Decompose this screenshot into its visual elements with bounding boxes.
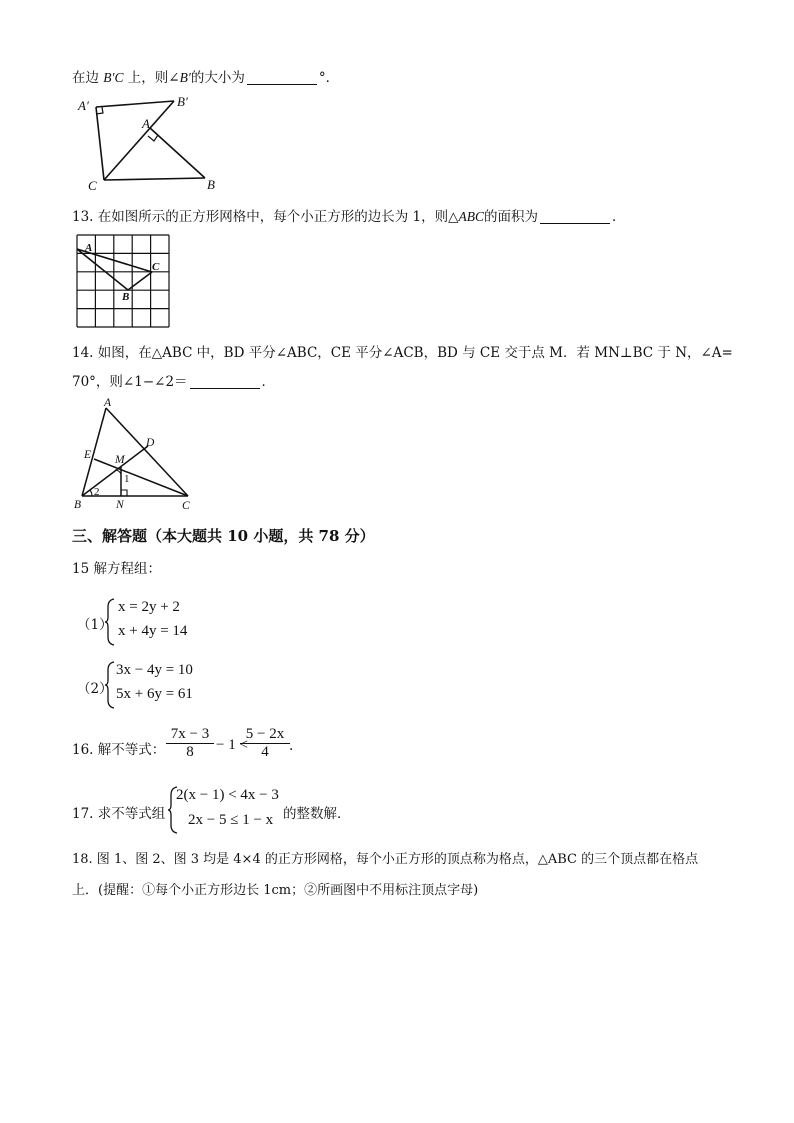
- q17-label: 17. 求不等式组: [72, 806, 166, 822]
- q15-part1-label: （1）: [77, 617, 113, 633]
- q16-middle: − 1 <: [216, 737, 248, 753]
- q14-bisector-CE: [94, 459, 188, 496]
- q17-ineq1: 2(x − 1) < 4x − 3: [176, 787, 279, 803]
- q14-line2: 70°，则∠1−∠2＝ ．: [72, 374, 276, 390]
- q15-part2-eq1: 3x − 4y = 10: [116, 662, 193, 678]
- q16-label: 16. 解不等式：: [72, 742, 166, 758]
- q14-label-C: C: [182, 500, 190, 512]
- q12-label-B: B: [207, 177, 215, 192]
- q14-label-angle-1: 1: [124, 473, 130, 485]
- q16-numerator-left: 7x − 3: [170, 726, 210, 742]
- q17-ineq2: 2x − 5 ≤ 1 − x: [188, 812, 274, 828]
- q16-denominator-right: 4: [240, 743, 290, 761]
- q16-fraction-right: [240, 726, 290, 761]
- q12-label-C: C: [88, 178, 97, 193]
- q13-edge-AB: [77, 249, 128, 290]
- q12-label-A1: A′: [78, 98, 89, 113]
- q16-denominator-left: 8: [166, 743, 214, 761]
- q15-part2-brace: [104, 661, 116, 709]
- q13-label-B: B: [122, 291, 130, 303]
- q18-line1: 18. 图 1、图 2、图 3 均是 4×4 的正方形网格，每个小正方形的顶点称为格点，△ABC 的三个顶点都在格点: [72, 852, 699, 867]
- q14-line1: 14. 如图，在△ABC 中，BD 平分∠ABC，CE 平分∠ACB，BD 与 CE 交于点 M．若 MN⊥BC 于 N，∠A=: [72, 345, 733, 361]
- q13-text: 13. 在如图所示的正方形网格中，每个小正方形的边长为 1，则△ABC的面积为 ．: [72, 209, 626, 225]
- q16-end: .: [289, 738, 294, 754]
- q14-angle-1-arc: [115, 470, 121, 474]
- q14-angle-2-arc: [90, 490, 92, 496]
- q14-label-angle-2: 2: [94, 486, 100, 498]
- q14-edge-AC: [106, 408, 188, 496]
- q15-part1-eq2: x + 4y = 14: [118, 623, 188, 639]
- q13-answer-blank[interactable]: [540, 209, 610, 224]
- q12-edge-CB: [104, 178, 205, 180]
- q14-figure: [72, 396, 202, 514]
- q17-end: 的整数解．: [283, 806, 351, 822]
- q14-label-D: D: [146, 437, 155, 449]
- q14-label-E: E: [84, 449, 92, 461]
- q12-right-angle-A: [148, 135, 158, 141]
- q14-answer-blank[interactable]: [190, 374, 260, 389]
- q15-title: 15 解方程组：: [72, 561, 161, 577]
- q13-label-A: A: [85, 242, 93, 254]
- q12-text: 在边 B′C 上，则∠B′的大小为 °．: [72, 70, 340, 86]
- q16-fraction-left: [166, 726, 214, 761]
- q15-part1-eq1: x = 2y + 2: [118, 599, 180, 615]
- q14-label-M: M: [115, 454, 125, 466]
- q12-label-A: A: [142, 116, 150, 131]
- q12-edge-A1C: [96, 107, 104, 180]
- q12-edge-A1B1: [96, 101, 174, 107]
- q14-label-A: A: [104, 397, 112, 409]
- q13-grid-figure: [76, 234, 170, 328]
- q14-right-angle-N: [121, 490, 127, 496]
- q18-line2: 上．(提醒：①每个小正方形边长 1cm；②所画图中不用标注顶点字母): [72, 883, 479, 898]
- q12-label-B1: B′: [177, 94, 188, 109]
- q13-label-C: C: [152, 261, 160, 273]
- q12-answer-blank[interactable]: [247, 70, 317, 85]
- q12-figure: [70, 92, 230, 196]
- q15-part2-label: （2）: [77, 681, 113, 697]
- q15-part1-brace: [104, 598, 116, 646]
- section3-title: 三、解答题（本大题共 10 小题，共 78 分）: [72, 527, 375, 545]
- q14-label-N: N: [116, 499, 124, 511]
- q14-label-B: B: [74, 499, 82, 511]
- q16-numerator-right: 5 − 2x: [245, 726, 285, 742]
- q15-part2-eq2: 5x + 6y = 61: [116, 686, 193, 702]
